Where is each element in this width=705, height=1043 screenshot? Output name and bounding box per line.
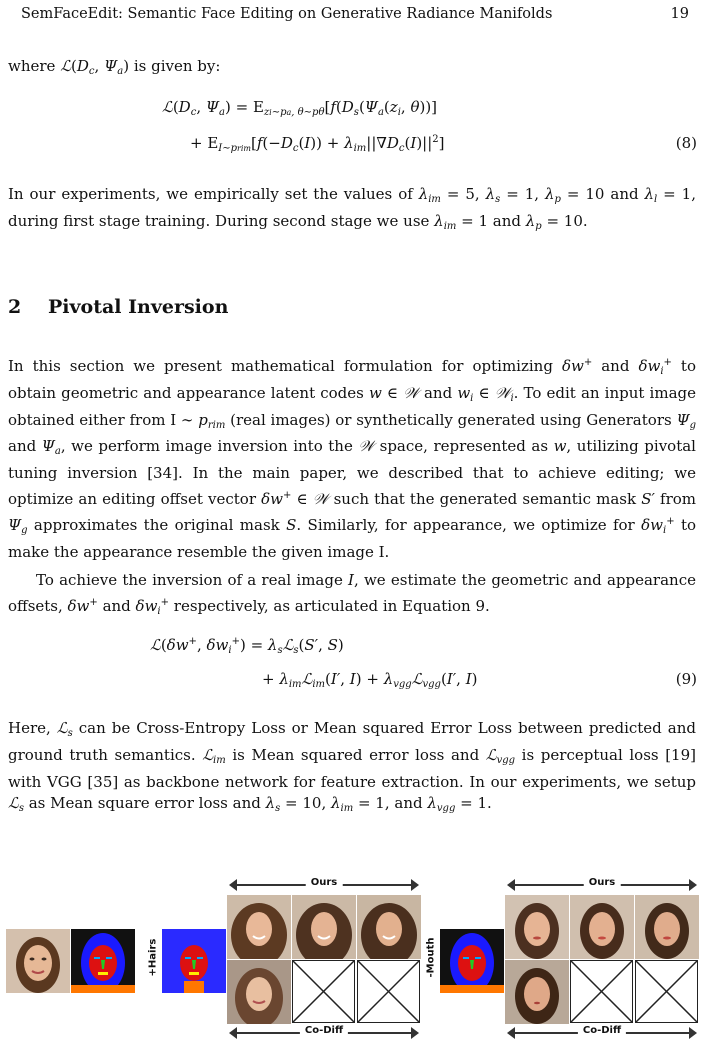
ours-mouth-result-2 — [570, 895, 634, 959]
face-illustration — [505, 960, 569, 1024]
cross-icon — [571, 961, 632, 1022]
section-title: Pivotal Inversion — [48, 296, 229, 318]
mouth-edit-label: -Mouth — [425, 937, 437, 978]
experiments-paragraph: In our experiments, we empirically set the values of $\lambda_{im} = 5$, $\lambda_s = 1$, $\lambda_p = 10$ and $\lambda_l = 1$, during first stage training. During second stage we use $\lambda_{im} = 1$ and $\lambda_p = 10$. — [8, 185, 696, 232]
face-illustration — [292, 895, 356, 959]
face-illustration — [570, 895, 634, 959]
equation-9-number: (9) — [675, 670, 697, 688]
section-number: 2 — [8, 296, 22, 318]
codiff-arrow-left — [229, 1027, 419, 1039]
semantic-mask-hairs-illustration — [162, 929, 226, 993]
mouth-edited-mask — [440, 929, 504, 993]
codiff-label-left: Co-Diff — [300, 1025, 348, 1036]
face-illustration — [635, 895, 699, 959]
page-number: 19 — [670, 6, 689, 22]
inversion-paragraph: To achieve the inversion of a real image I, we estimate the geometric and appearance offsets, δw+ and $\delta w_i^+$ respectively, as articulated in Equation 9. — [8, 571, 696, 617]
section-paragraph: In this section we present mathematical formulation for optimizing δw+ and $\delta w_i^+$ to obtain geometric and appearance latent codes w ∈ 𝒲 and $w_i$ ∈ 𝒲$_i$. To edit an input image obtained either from I ∼ $p_{rim}$ (real images) or synthetically generated using Generators $\Psi_g$ and $\Psi_a$, we perform image inversion into the 𝒲 space, represented as w, utilizing pivotal tuning inversion [34]. In the main paper, we described that to achieve editing; we optimize an editing offset vector δw+ ∈ 𝒲 such that the generated semantic mask S′ from $\Psi_g$ approximates the original mask S. Similarly, for appearance, we optimize for $\delta w_i^+$ to make the appearance resemble the given image I. — [8, 357, 697, 561]
codiff-mouth-result — [505, 960, 569, 1024]
face-illustration — [227, 960, 291, 1024]
cross-icon — [358, 961, 419, 1022]
hairs-edit-label: +Hairs — [147, 938, 159, 977]
cross-icon — [636, 961, 697, 1022]
equation-8-line-2: + $E_{I\sim prim}[f(-D_c(I)) + \lambda_{im}||\nabla D_c(I)||^2]$ — [190, 134, 445, 154]
equation-8-number: (8) — [675, 134, 697, 152]
codiff-label-right: Co-Diff — [578, 1025, 626, 1036]
semantic-mask-illustration — [71, 929, 135, 993]
codiff-hairs-missing-2 — [357, 960, 420, 1023]
codiff-hairs-result — [227, 960, 291, 1024]
hairs-edited-mask — [162, 929, 226, 993]
ours-mouth-result-1 — [505, 895, 569, 959]
codiff-hairs-missing-1 — [292, 960, 355, 1023]
face-illustration — [227, 895, 291, 959]
codiff-mouth-missing-2 — [635, 960, 698, 1023]
input-photo — [6, 929, 70, 993]
ours-hairs-result-3 — [357, 895, 421, 959]
losses-paragraph: Here, ℒ$_s$ can be Cross-Entropy Loss or Mean squared Error Loss between predicted and ground truth semantics. ℒ$_{im}$ is Mean squared error loss and ℒ$_{vgg}$ is perceptual loss [19] with VGG [35] as backbone network for feature extraction. In our experiments, we setup ℒ$_s$ as Mean square error loss and $\lambda_s = 10$, $\lambda_{im} = 1$, and $\lambda_{vgg} = 1$. — [8, 719, 696, 815]
ours-hairs-result-1 — [227, 895, 291, 959]
input-mask — [71, 929, 135, 993]
ours-label-left: Ours — [306, 877, 343, 888]
equation-9-line-1: ℒ(δw+, $\delta w_i^+$) = $\lambda_sℒ_s(S'$, S) — [150, 636, 344, 656]
face-illustration — [505, 895, 569, 959]
ours-label-right: Ours — [584, 877, 621, 888]
semantic-mask-mouth-illustration — [440, 929, 504, 993]
codiff-mouth-missing-1 — [570, 960, 633, 1023]
ours-hairs-result-2 — [292, 895, 356, 959]
face-illustration — [6, 929, 70, 993]
face-illustration — [357, 895, 421, 959]
comparison-figure — [0, 868, 705, 1043]
running-header — [0, 6, 705, 26]
equation-8-line-1: $ℒ(D_c$, $\Psi_a) = E_{zi\sim pa, \theta\sim p\theta}[f(D_s(\Psi_a(z_i$, θ))] — [162, 98, 438, 118]
section-heading — [8, 296, 228, 318]
equation-9-line-2: + $\lambda_{im}ℒ_{im}(I'$, $I) + \lambda_{vgg}ℒ_{vgg}(I'$, I) — [262, 670, 478, 690]
codiff-arrow-right — [507, 1027, 697, 1039]
ours-arrow-right — [507, 879, 697, 891]
ours-mouth-result-3 — [635, 895, 699, 959]
intro-line: where $ℒ(D_c$, $\Psi_a$) is given by: — [8, 57, 221, 77]
running-title: SemFaceEdit: Semantic Face Editing on Generative Radiance Manifolds — [21, 6, 553, 22]
ours-arrow-left — [229, 879, 419, 891]
cross-icon — [293, 961, 354, 1022]
